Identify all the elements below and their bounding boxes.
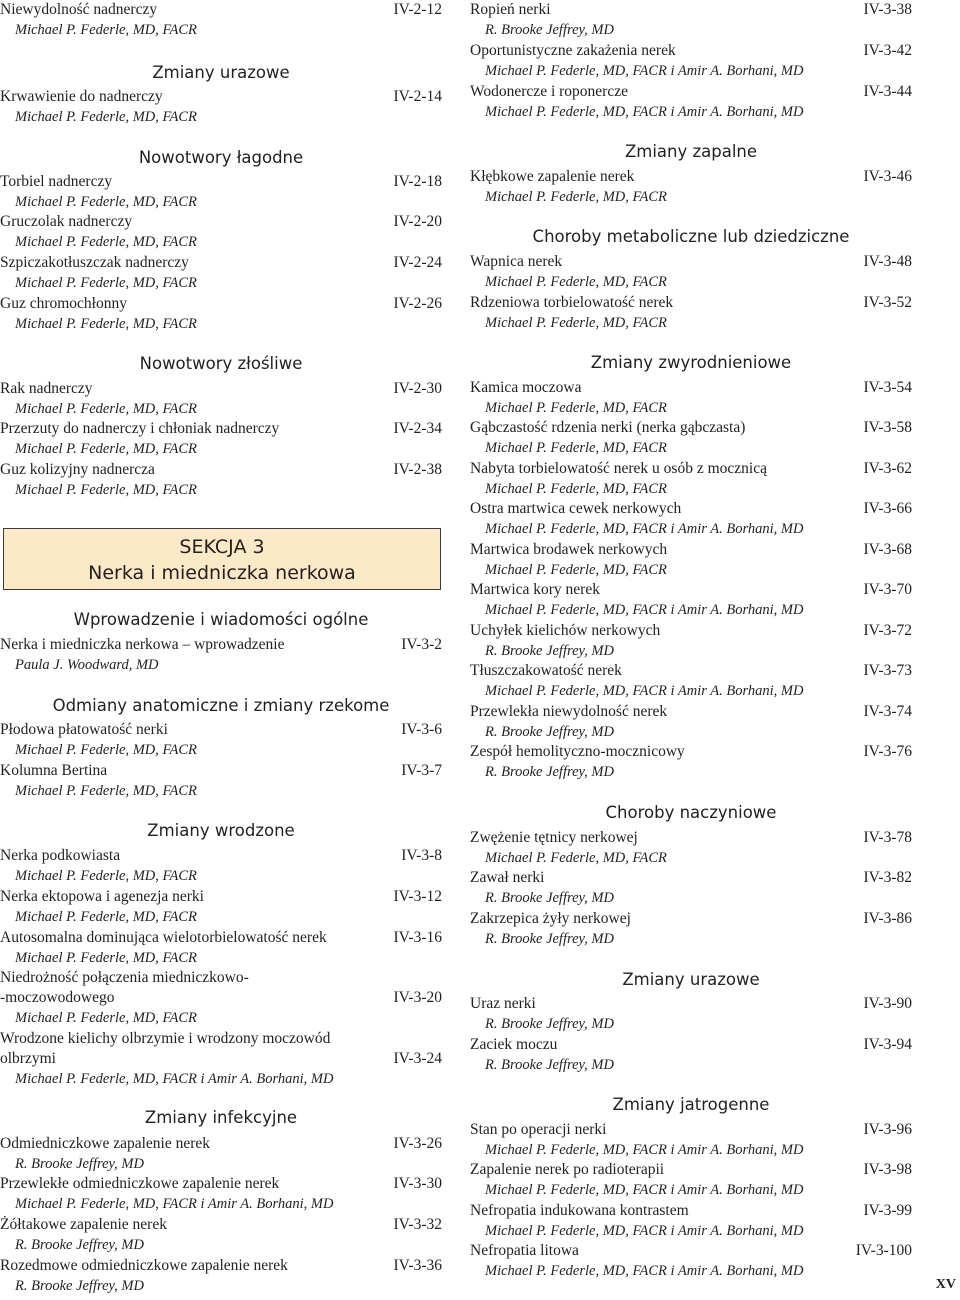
entry-author: Michael P. Federle, MD, FACR — [485, 481, 667, 497]
entry-title: Nerka podkowiasta — [0, 847, 121, 864]
entry-title: Przewlekłe odmiedniczkowe zapalenie nerek — [0, 1175, 280, 1192]
entry-page-number: IV-3-24 — [393, 1050, 442, 1067]
entry-title: Rdzeniowa torbielowatość nerek — [470, 294, 674, 311]
entry-author: Michael P. Federle, MD, FACR i Amir A. Borhani, MD — [485, 683, 804, 699]
entry-author: Michael P. Federle, MD, FACR — [485, 315, 667, 331]
toc-entry — [470, 742, 912, 786]
section-heading: Nowotwory złośliwe — [139, 354, 303, 373]
entry-title: Niedrożność połączenia miedniczkowo- — [0, 969, 249, 986]
entry-title: Nerka ektopowa i agenezja nerki — [0, 888, 204, 905]
entry-title: Gąbczastość rdzenia nerki (nerka gąbczasta) — [470, 419, 746, 436]
entry-page-number: IV-3-58 — [863, 419, 912, 436]
entry-page-number: IV-3-42 — [863, 42, 912, 59]
entry-title: Wrodzone kielichy olbrzymie i wrodzony moczowód — [0, 1030, 331, 1047]
entry-title: Przewlekła niewydolność nerek — [470, 703, 668, 720]
toc-entry — [470, 252, 912, 296]
toc-entry — [470, 499, 912, 543]
entry-page-number: IV-2-20 — [393, 213, 442, 230]
section-heading: Zmiany zwyrodnieniowe — [590, 353, 792, 372]
toc-entry — [0, 379, 442, 423]
entry-page-number: IV-3-76 — [863, 743, 912, 760]
toc-entry — [0, 1134, 442, 1178]
toc-entry — [0, 460, 442, 504]
entry-author: R. Brooke Jeffrey, MD — [485, 724, 614, 740]
toc-entry — [0, 761, 442, 805]
toc-entry — [470, 378, 912, 422]
entry-page-number: IV-3-82 — [863, 869, 912, 886]
entry-author: Michael P. Federle, MD, FACR i Amir A. Borhani, MD — [485, 521, 804, 537]
entry-page-number: IV-3-8 — [401, 847, 442, 864]
entry-page-number: IV-3-30 — [393, 1175, 442, 1192]
section-heading: Nowotwory łagodne — [138, 148, 304, 167]
entry-page-number: IV-3-44 — [863, 83, 912, 100]
toc-entry — [0, 968, 442, 1032]
entry-title-continued: olbrzymi — [0, 1050, 56, 1067]
entry-author: Michael P. Federle, MD, FACR — [485, 440, 667, 456]
toc-entry — [470, 702, 912, 746]
entry-author: Michael P. Federle, MD, FACR — [15, 742, 197, 758]
entry-page-number: IV-3-73 — [863, 662, 912, 679]
entry-author: Michael P. Federle, MD, FACR — [15, 909, 197, 925]
entry-title: Nabyta torbielowatość nerek u osób z mocznicą — [470, 460, 767, 477]
toc-entry — [0, 887, 442, 931]
entry-title: Ropień nerki — [470, 1, 551, 18]
entry-page-number: IV-3-12 — [393, 888, 442, 905]
entry-page-number: IV-3-6 — [401, 721, 442, 738]
entry-title: Zwężenie tętnicy nerkowej — [470, 829, 638, 846]
entry-author: Michael P. Federle, MD, FACR i Amir A. Borhani, MD — [485, 63, 804, 79]
toc-entry — [470, 167, 912, 211]
toc-entry — [0, 846, 442, 890]
entry-page-number: IV-3-100 — [855, 1242, 912, 1259]
entry-title: Rak nadnerczy — [0, 380, 93, 397]
entry-page-number: IV-2-34 — [393, 420, 442, 437]
entry-author: Michael P. Federle, MD, FACR — [485, 400, 667, 416]
entry-author: Michael P. Federle, MD, FACR — [15, 194, 197, 210]
section-heading: Zmiany wrodzone — [147, 821, 295, 840]
section-number: SEKCJA 3 — [179, 536, 265, 558]
section-heading: Choroby naczyniowe — [605, 803, 777, 822]
toc-entry — [470, 909, 912, 953]
entry-author: R. Brooke Jeffrey, MD — [485, 890, 614, 906]
entry-author: Paula J. Woodward, MD — [15, 657, 159, 673]
entry-author: Michael P. Federle, MD, FACR — [15, 868, 197, 884]
entry-author: R. Brooke Jeffrey, MD — [15, 1278, 144, 1294]
entry-title: Rozedmowe odmiedniczkowe zapalenie nerek — [0, 1257, 288, 1274]
entry-page-number: IV-3-52 — [863, 294, 912, 311]
entry-page-number: IV-2-12 — [393, 1, 442, 18]
entry-page-number: IV-3-38 — [863, 1, 912, 18]
entry-title: Stan po operacji nerki — [470, 1121, 607, 1138]
entry-page-number: IV-3-32 — [393, 1216, 442, 1233]
entry-author: Michael P. Federle, MD, FACR — [485, 850, 667, 866]
entry-author: Michael P. Federle, MD, FACR — [15, 316, 197, 332]
toc-entry — [0, 720, 442, 764]
entry-title: Autosomalna dominująca wielotorbielowatość nerek — [0, 929, 327, 946]
entry-title: Zapalenie nerek po radioterapii — [470, 1161, 665, 1178]
entry-title: Torbiel nadnerczy — [0, 173, 113, 190]
entry-author: Michael P. Federle, MD, FACR — [485, 189, 667, 205]
entry-page-number: IV-3-16 — [393, 929, 442, 946]
toc-entry — [470, 0, 912, 44]
entry-page-number: IV-3-26 — [393, 1135, 442, 1152]
entry-author: R. Brooke Jeffrey, MD — [485, 764, 614, 780]
entry-author: R. Brooke Jeffrey, MD — [15, 1156, 144, 1172]
entry-page-number: IV-3-46 — [863, 168, 912, 185]
entry-author: R. Brooke Jeffrey, MD — [485, 931, 614, 947]
entry-title-continued: -moczowodowego — [0, 989, 115, 1006]
toc-entry — [470, 1241, 912, 1285]
page-number: XV — [935, 1277, 956, 1292]
entry-page-number: IV-3-90 — [863, 995, 912, 1012]
entry-title: Wodonercze i roponercze — [470, 83, 628, 100]
toc-entry — [0, 87, 442, 131]
section-heading: Zmiany jatrogenne — [612, 1095, 770, 1114]
toc-entry — [470, 580, 912, 624]
toc-entry — [470, 459, 912, 503]
entry-page-number: IV-3-99 — [863, 1202, 912, 1219]
toc-entry — [0, 419, 442, 463]
entry-page-number: IV-3-70 — [863, 581, 912, 598]
entry-title: Guz chromochłonny — [0, 295, 127, 312]
entry-author: R. Brooke Jeffrey, MD — [485, 1057, 614, 1073]
entry-title: Gruczolak nadnerczy — [0, 213, 133, 230]
entry-page-number: IV-2-30 — [393, 380, 442, 397]
entry-page-number: IV-3-98 — [863, 1161, 912, 1178]
entry-page-number: IV-3-78 — [863, 829, 912, 846]
section-heading: Zmiany urazowe — [152, 63, 290, 82]
entry-author: Michael P. Federle, MD, FACR i Amir A. Borhani, MD — [485, 1263, 804, 1279]
toc-entry — [0, 1256, 442, 1300]
entry-author: Michael P. Federle, MD, FACR i Amir A. Borhani, MD — [485, 1223, 804, 1239]
toc-entry — [470, 868, 912, 912]
toc-entry — [470, 82, 912, 126]
toc-entry — [470, 661, 912, 705]
entry-author: Michael P. Federle, MD, FACR i Amir A. Borhani, MD — [485, 1142, 804, 1158]
entry-author: Michael P. Federle, MD, FACR — [15, 441, 197, 457]
entry-page-number: IV-3-68 — [863, 541, 912, 558]
entry-page-number: IV-3-54 — [863, 379, 912, 396]
section-title: Nerka i miedniczka nerkowa — [88, 562, 356, 584]
entry-author: Michael P. Federle, MD, FACR — [15, 401, 197, 417]
entry-page-number: IV-3-36 — [393, 1257, 442, 1274]
entry-title: Ostra martwica cewek nerkowych — [470, 500, 682, 517]
entry-author: Michael P. Federle, MD, FACR — [15, 482, 197, 498]
toc-entry — [0, 1215, 442, 1259]
toc-entry — [0, 253, 442, 297]
toc-entry — [470, 621, 912, 665]
entry-title: Nefropatia indukowana kontrastem — [470, 1202, 689, 1219]
section-heading: Zmiany urazowe — [622, 970, 760, 989]
entry-page-number: IV-3-96 — [863, 1121, 912, 1138]
entry-title: Martwica kory nerek — [470, 581, 600, 598]
entry-author: R. Brooke Jeffrey, MD — [15, 1237, 144, 1253]
entry-author: Michael P. Federle, MD, FACR — [15, 275, 197, 291]
entry-author: Michael P. Federle, MD, FACR i Amir A. Borhani, MD — [485, 1182, 804, 1198]
entry-page-number: IV-2-18 — [393, 173, 442, 190]
entry-title: Guz kolizyjny nadnercza — [0, 461, 155, 478]
entry-title: Nefropatia litowa — [470, 1242, 579, 1259]
toc-entry — [470, 293, 912, 337]
toc-entry — [0, 635, 442, 679]
toc-entry — [470, 540, 912, 584]
entry-title: Uraz nerki — [470, 995, 536, 1012]
toc-entry — [470, 1035, 912, 1079]
entry-page-number: IV-3-7 — [401, 762, 442, 779]
toc-entry — [470, 994, 912, 1038]
toc-entry — [0, 1029, 442, 1093]
section-heading: Odmiany anatomiczne i zmiany rzekome — [52, 696, 390, 715]
entry-page-number: IV-2-38 — [393, 461, 442, 478]
entry-title: Wapnica nerek — [470, 253, 563, 270]
entry-author: Michael P. Federle, MD, FACR — [15, 783, 197, 799]
entry-page-number: IV-3-86 — [863, 910, 912, 927]
section-heading: Zmiany infekcyjne — [144, 1108, 298, 1127]
entry-page-number: IV-3-74 — [863, 703, 912, 720]
entry-author: Michael P. Federle, MD, FACR — [15, 22, 197, 38]
entry-author: Michael P. Federle, MD, FACR — [15, 234, 197, 250]
entry-title: Tłuszczakowatość nerek — [470, 662, 622, 679]
entry-title: Zakrzepica żyły nerkowej — [470, 910, 631, 927]
entry-page-number: IV-2-14 — [393, 88, 442, 105]
entry-author: Michael P. Federle, MD, FACR i Amir A. Borhani, MD — [15, 1071, 334, 1087]
entry-page-number: IV-2-24 — [393, 254, 442, 271]
entry-title: Żółtakowe zapalenie nerek — [0, 1216, 167, 1233]
entry-title: Uchyłek kielichów nerkowych — [470, 622, 661, 639]
entry-title: Odmiedniczkowe zapalenie nerek — [0, 1135, 211, 1152]
toc-entry — [0, 172, 442, 216]
entry-title: Nerka i miedniczka nerkowa – wprowadzenie — [0, 636, 285, 653]
section-heading: Wprowadzenie i wiadomości ogólne — [73, 610, 369, 629]
entry-author: Michael P. Federle, MD, FACR — [15, 1010, 197, 1026]
entry-author: R. Brooke Jeffrey, MD — [485, 22, 614, 38]
entry-page-number: IV-3-62 — [863, 460, 912, 477]
entry-title: Zawał nerki — [470, 869, 545, 886]
toc-entry — [470, 1120, 912, 1164]
toc-entry — [470, 418, 912, 462]
entry-author: Michael P. Federle, MD, FACR — [15, 109, 197, 125]
entry-title: Niewydolność nadnerczy — [0, 1, 158, 18]
section-heading: Choroby metaboliczne lub dziedziczne — [532, 227, 850, 246]
entry-page-number: IV-3-48 — [863, 253, 912, 270]
toc-entry — [0, 294, 442, 338]
entry-page-number: IV-3-72 — [863, 622, 912, 639]
entry-page-number: IV-3-2 — [401, 636, 442, 653]
entry-title: Kamica moczowa — [470, 379, 582, 396]
toc-entry — [470, 1160, 912, 1204]
entry-author: Michael P. Federle, MD, FACR i Amir A. Borhani, MD — [485, 602, 804, 618]
toc-entry — [0, 0, 442, 44]
entry-author: Michael P. Federle, MD, FACR — [485, 274, 667, 290]
entry-title: Oportunistyczne zakażenia nerek — [470, 42, 676, 59]
entry-author: Michael P. Federle, MD, FACR i Amir A. Borhani, MD — [485, 104, 804, 120]
entry-author: Michael P. Federle, MD, FACR i Amir A. Borhani, MD — [15, 1196, 334, 1212]
entry-author: Michael P. Federle, MD, FACR — [485, 562, 667, 578]
entry-title: Kolumna Bertina — [0, 762, 108, 779]
entry-page-number: IV-3-66 — [863, 500, 912, 517]
toc-entry — [470, 41, 912, 85]
toc-entry — [0, 928, 442, 972]
entry-page-number: IV-3-20 — [393, 989, 442, 1006]
section-banner — [3, 528, 441, 590]
entry-page-number: IV-2-26 — [393, 295, 442, 312]
section-heading: Zmiany zapalne — [624, 142, 758, 161]
entry-title: Kłębkowe zapalenie nerek — [470, 168, 635, 185]
entry-title: Zaciek moczu — [470, 1036, 558, 1053]
toc-entry — [0, 212, 442, 256]
entry-title: Zespół hemolityczno-mocznicowy — [470, 743, 685, 760]
entry-author: R. Brooke Jeffrey, MD — [485, 643, 614, 659]
entry-author: Michael P. Federle, MD, FACR — [15, 950, 197, 966]
entry-page-number: IV-3-94 — [863, 1036, 912, 1053]
entry-author: R. Brooke Jeffrey, MD — [485, 1016, 614, 1032]
toc-entry — [470, 1201, 912, 1245]
entry-title: Krwawienie do nadnerczy — [0, 88, 163, 105]
entry-title: Szpiczakotłuszczak nadnerczy — [0, 254, 189, 271]
toc-entry — [470, 828, 912, 872]
toc-entry — [0, 1174, 442, 1218]
entry-title: Martwica brodawek nerkowych — [470, 541, 668, 558]
entry-title: Przerzuty do nadnerczy i chłoniak nadnerczy — [0, 420, 280, 437]
entry-title: Płodowa płatowatość nerki — [0, 721, 168, 738]
